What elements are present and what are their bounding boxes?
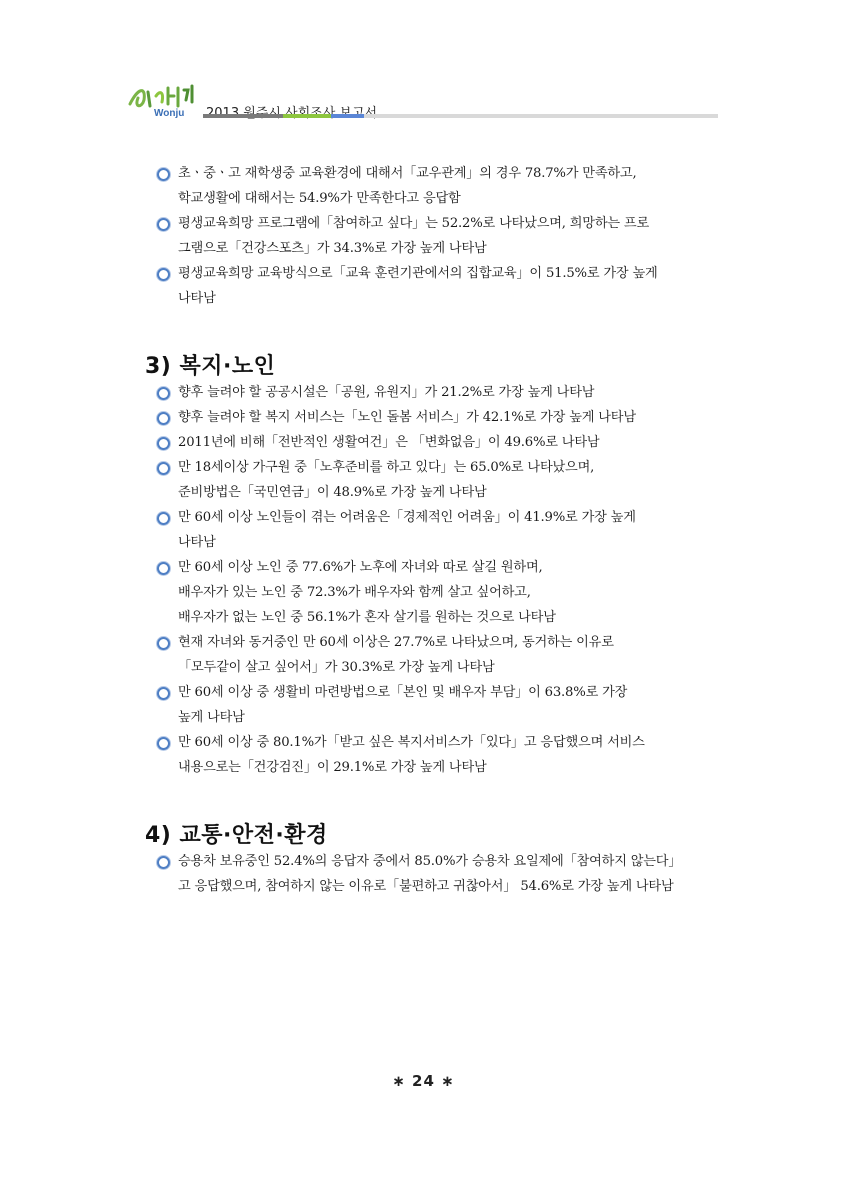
page-content: [145, 161, 722, 899]
circle-bullet-icon: [157, 387, 170, 400]
report-title: [206, 102, 377, 121]
bullet-text-line: 만 18세이상 가구원 중「노후준비를 하고 있다」는 65.0%로 나타났으며,: [178, 460, 595, 475]
bullet-text-line: 고 응답했으며, 참여하지 않는 이유로「불편하고 귀찮아서」 54.6%로 가장 높게 나타남: [178, 879, 674, 894]
bullet-item: [157, 211, 722, 261]
bullet-text-line: 현재 자녀와 동거중인 만 60세 이상은 27.7%로 나타났으며, 동거하는 이유로: [178, 635, 614, 650]
svg-text:Wonju: Wonju: [154, 108, 185, 118]
bullet-text-line: 만 60세 이상 중 80.1%가「받고 싶은 복지서비스가「있다」고 응답했으며 서비스: [178, 735, 645, 750]
bullet-item: [157, 505, 722, 555]
bullet-text-line: 나타남: [178, 291, 216, 306]
header-rule-light: [364, 114, 718, 118]
circle-bullet-icon: [157, 268, 170, 281]
circle-bullet-icon: [157, 168, 170, 181]
circle-bullet-icon: [157, 562, 170, 575]
bullet-item: [157, 261, 722, 311]
bullet-item: [157, 555, 722, 630]
bullet-item: [157, 630, 722, 680]
page-number: ∗ 24 ∗: [392, 1072, 455, 1090]
bullet-text-line: 2011년에 비해「전반적인 생활여건」은 「변화없음」이 49.6%로 나타남: [178, 435, 600, 450]
wonju-logo: [128, 78, 200, 118]
bullet-text-line: 내용으로는「건강검진」이 29.1%로 가장 높게 나타남: [178, 760, 487, 775]
bullet-text-line: 배우자가 없는 노인 중 56.1%가 혼자 살기를 원하는 것으로 나타남: [178, 610, 556, 625]
circle-bullet-icon: [157, 512, 170, 525]
circle-bullet-icon: [157, 437, 170, 450]
bullet-text-line: 향후 늘려야 할 복지 서비스는「노인 돌봄 서비스」가 42.1%로 가장 높게 나타남: [178, 410, 636, 425]
bullet-text-line: 만 60세 이상 중 생활비 마련방법으로「본인 및 배우자 부담」이 63.8%로 가장: [178, 685, 628, 700]
bullet-text-line: 「모두같이 살고 싶어서」가 30.3%로 가장 높게 나타남: [178, 660, 495, 675]
circle-bullet-icon: [157, 218, 170, 231]
bullet-item: [157, 380, 722, 405]
bullet-text-line: 높게 나타남: [178, 710, 245, 725]
circle-bullet-icon: [157, 687, 170, 700]
bullet-item: [157, 680, 722, 730]
circle-bullet-icon: [157, 462, 170, 475]
section-heading-welfare: 3) 복지·노인: [145, 354, 276, 379]
circle-bullet-icon: [157, 856, 170, 869]
bullet-text-line: 초ㆍ중ㆍ고 재학생중 교육환경에 대해서「교우관계」의 경우 78.7%가 만족하고,: [178, 166, 637, 181]
bullet-text-line: 준비방법은「국민연금」이 48.9%로 가장 높게 나타남: [178, 485, 487, 500]
bullet-text-line: 승용차 보유중인 52.4%의 응답자 중에서 85.0%가 승용차 요일제에「참여하지 않는다」: [178, 854, 682, 869]
header-rule-gray: [203, 114, 283, 118]
welfare-bullet-list: [157, 380, 722, 780]
bullet-text-line: 향후 늘려야 할 공공시설은「공원, 유원지」가 21.2%로 가장 높게 나타남: [178, 385, 595, 400]
transport-bullet-list: [157, 849, 722, 899]
bullet-text-line: 만 60세 이상 노인 중 77.6%가 노후에 자녀와 따로 살길 원하며,: [178, 560, 543, 575]
circle-bullet-icon: [157, 637, 170, 650]
circle-bullet-icon: [157, 737, 170, 750]
bullet-item: [157, 455, 722, 505]
bullet-text-line: 나타남: [178, 535, 216, 550]
bullet-text-line: 평생교육희망 프로그램에「참여하고 싶다」는 52.2%로 나타났으며, 희망하는 프로: [178, 216, 649, 231]
bullet-text-line: 평생교육희망 교육방식으로「교육 훈련기관에서의 집합교육」이 51.5%로 가장 높게: [178, 266, 658, 281]
bullet-text-line: 배우자가 있는 노인 중 72.3%가 배우자와 함께 살고 싶어하고,: [178, 585, 531, 600]
bullet-item: [157, 730, 722, 780]
bullet-text-line: 그램으로「건강스포츠」가 34.3%로 가장 높게 나타남: [178, 241, 487, 256]
intro-bullet-list: [157, 161, 722, 311]
header-rule-green: [283, 114, 331, 118]
page-header: [128, 78, 718, 123]
header-rule-blue: [331, 114, 364, 118]
section-heading-transport: 4) 교통·안전·환경: [145, 823, 328, 848]
circle-bullet-icon: [157, 412, 170, 425]
bullet-item: [157, 430, 722, 455]
bullet-item: [157, 849, 722, 899]
bullet-item: [157, 405, 722, 430]
bullet-text-line: 학교생활에 대해서는 54.9%가 만족한다고 응답함: [178, 191, 461, 206]
bullet-text-line: 만 60세 이상 노인들이 겪는 어려움은「경제적인 어려움」이 41.9%로 가장 높게: [178, 510, 636, 525]
bullet-item: [157, 161, 722, 211]
